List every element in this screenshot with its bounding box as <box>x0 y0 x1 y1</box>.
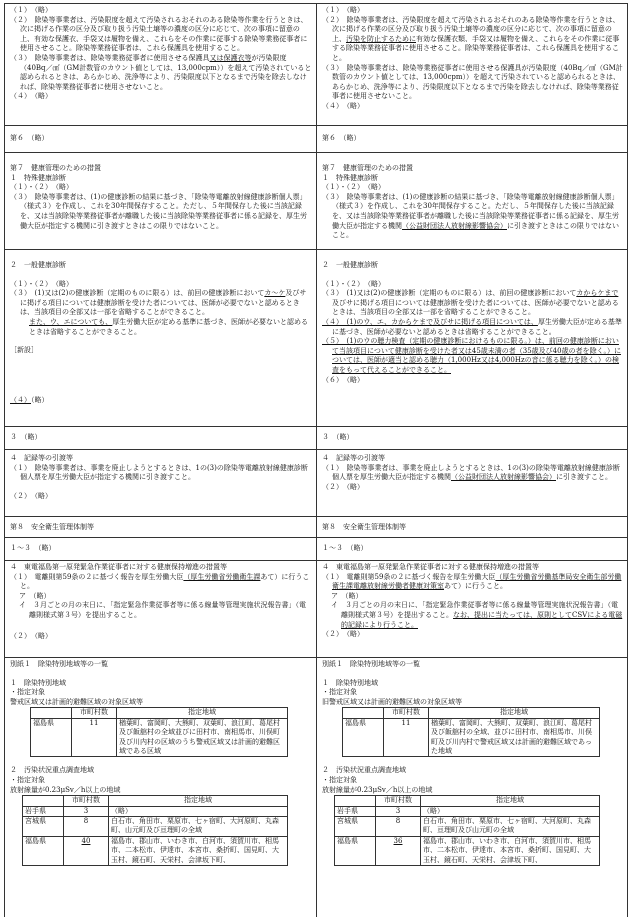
table-cell: 楢葉町、富岡町、大熊町、双葉町、浪江町、葛尾村及び飯舘村の全域並びに田村市、南相馬市、川俣町及び川内村の区域のうち警戒区域又は計画的避難区域である区域 <box>117 718 288 757</box>
table-header <box>335 796 376 806</box>
text-line: １～３ （略） <box>10 544 56 552</box>
text-span: 及びサに掲げる項目については健康診断を受けた者については、医師が必要でないと認めるときは、当該項目の全部又は一部を省略することができること。 <box>332 298 619 317</box>
table-cell: 福島市、郡山市、いわき市、白河市、須賀川市、相馬市、二本松市、伊達市、本宮市、桑折町、国見町、大玉村、鏡石町、天栄村、会津坂下町、 <box>421 836 600 865</box>
subsection-heading: ２ 一般健康診断 <box>10 261 66 269</box>
table-row <box>335 836 600 865</box>
amended-text: （公益財団法人放射線影響協会） <box>402 221 507 230</box>
subsection-heading: ２ 汚染状況重点調査地域 <box>322 766 406 775</box>
text-line: ３ （略） <box>10 433 42 441</box>
row-general-checkup <box>5 250 627 427</box>
text-line: １～３ （略） <box>322 544 368 552</box>
text-span: あて）に行うこと。 <box>444 582 507 591</box>
text-paragraph <box>10 318 312 337</box>
subsection-heading: １ 除染特別地域 <box>10 678 66 687</box>
special-area-table <box>342 707 600 757</box>
text-span: に引き渡すこと。 <box>556 473 612 482</box>
text-line: （２） （略） <box>10 631 52 640</box>
text-span: （１） 電離則第59条の２に基づく報告を厚生労働大臣 <box>322 572 496 581</box>
left-protective-gear <box>5 4 316 125</box>
subsection-heading: ４ 記録等の引渡等 <box>10 454 73 462</box>
text-span: （３） 除染等事業者は、除染等業務従事者に使用させる保護具 <box>10 53 210 62</box>
table-cell: 福島県 <box>31 718 72 757</box>
table-header-row <box>31 708 288 718</box>
text-paragraph <box>10 289 312 318</box>
section-heading: 第６ （略） <box>322 134 361 142</box>
table-cell: 8 <box>376 817 421 837</box>
row-annex <box>5 658 627 917</box>
text-line: （６） （略） <box>322 375 364 384</box>
right-protective-gear <box>316 4 627 125</box>
text-span: が汚染限度（40Bq／㎠（GM計数管のカウント値としては、13,000cpm））を超えて汚染されていると認められるときは、あらかじめ、洗浄等により、汚染限度以下となるまで汚染を除去しなければ、除染等業務従事者に使用させないこと。 <box>20 53 312 91</box>
text-line: 警戒区域又は計画的避難区域の対象区域等 <box>10 697 143 706</box>
table-header: 市町村数 <box>384 708 429 718</box>
table-cell: 11 <box>72 718 117 757</box>
text-span: 有効な保護衣類、手袋又は履物を備え、これらをその作業に従事する除染等業務従事者に使用させること。除染等業務従事者は、これら保護具を使用すること。 <box>332 34 620 62</box>
table-row <box>335 806 600 816</box>
comparison-table <box>4 3 628 917</box>
amended-text: 又は保護衣等 <box>209 53 252 62</box>
amended-text: なお、提出に当たっては、原則としてCSVによる電磁的記録により行うこと。 <box>341 610 623 629</box>
text-paragraph: イ ３月ごとの月の末日に、「指定緊急作業従事者等に係る線量等管理実施状況報告書」（電離則様式第３号）を提出すること。 <box>19 601 306 619</box>
table-row <box>343 718 600 757</box>
table-header <box>23 796 64 806</box>
text-span: （２） 除染等事業者は、汚染限度を超えて汚染されるおそれのある除染等作業を行うときは、次に掲げる作業の区分及び取り扱う汚染土壌等の濃度の区分に応じて、次の事項に留意の上、 <box>322 15 620 43</box>
amended-text: 汚染を防止するために <box>346 34 416 43</box>
text-line: （１） （略） <box>10 6 52 14</box>
text-line: ・指定対象 <box>322 776 357 784</box>
section-heading: 第７ 健康管理のための措置 <box>322 164 413 172</box>
row-records <box>5 450 627 517</box>
table-cell: 福島県 <box>343 718 384 757</box>
table-cell: 白石市、角田市、栗原市、七ヶ宿町、大河原町、丸森町、亘理町及び山元町の全域 <box>421 817 600 837</box>
text-line: （４） （略） <box>10 92 52 101</box>
left-special-checkup <box>5 153 316 249</box>
amended-text: カ～ケ <box>264 289 286 298</box>
left-item-3 <box>5 427 316 449</box>
text-paragraph <box>322 193 623 241</box>
text-span: （３） (1)又は(2)の健康診断（定期のものに限る）は、前回の健康診断において <box>10 289 265 298</box>
table-cell: 岩手県 <box>23 806 64 816</box>
table-header: 市町村数 <box>376 796 421 806</box>
right-section-8 <box>316 517 627 537</box>
text-paragraph <box>322 318 623 337</box>
amended-text: （厚生労働省労働衛生課 <box>183 572 261 581</box>
table-header: 市町村数 <box>72 708 117 718</box>
table-header-row <box>335 796 600 806</box>
table-cell: 宮城県 <box>335 817 376 837</box>
special-area-table <box>30 707 288 757</box>
text-span: あて）に行うこと。 <box>20 572 310 591</box>
row-section-6 <box>5 126 627 153</box>
right-item-3 <box>316 427 627 449</box>
text-span: イ ３月ごとの月の末日に、「指定緊急作業従事者等に係る線量等管理実施状況報告書」（電離則様式第３号）を提出すること。 <box>331 601 618 619</box>
table-row <box>23 806 288 816</box>
amended-text: カからケまで <box>576 289 619 298</box>
row-protective-gear <box>5 4 627 126</box>
text-line: ・指定対象 <box>10 688 45 697</box>
text-paragraph <box>10 54 312 92</box>
table-cell: 11 <box>384 718 429 757</box>
text-span: 厚生労働大臣が定める基準に基づき、医師が必要ないと認めるときは省略することができること。 <box>29 317 309 336</box>
amended-text: （厚生労働省労働基準局安全衛生部労働衛生課電離放射線労働者健康対策室 <box>332 572 622 591</box>
text-line: （２） （略） <box>10 491 52 500</box>
left-records <box>5 450 316 516</box>
amended-text: （公益財団法人放射線影響協会） <box>451 473 556 482</box>
right-emergency-workers <box>316 561 627 657</box>
table-header-row <box>343 708 600 718</box>
text-line: ・指定対象 <box>322 688 357 697</box>
table-cell: 福島県 <box>335 836 376 865</box>
text-span: 厚生労働大臣が定める基準に基づき、医師が必要ないと認めるときは省略することができること。 <box>332 317 622 336</box>
text-line: ア （略） <box>19 591 51 600</box>
section-heading: 第６ （略） <box>10 134 49 142</box>
text-line: ア （略） <box>331 591 363 600</box>
right-items-1-3 <box>316 538 627 560</box>
table-cell: 宮城県 <box>23 817 64 837</box>
left-section-8 <box>5 517 316 537</box>
subsection-heading: ２ 一般健康診断 <box>322 261 378 269</box>
left-section-6 <box>5 126 316 152</box>
text-span: （１） 除染等事業者は、事業を廃止しようとするときは、1の(3)の除染等電離放射線健康診断個人票を厚生労働大臣が指定する機関 <box>322 463 620 482</box>
subsection-heading: ４ 記録等の引渡等 <box>322 454 385 462</box>
table-cell: 福島県 <box>23 836 64 865</box>
text-line: 放射線量が0.23μSv／h以上の地域 <box>10 785 121 794</box>
table-cell: 8 <box>64 817 109 837</box>
section-heading: 第７ 健康管理のための措置 <box>10 164 101 172</box>
table-cell: 岩手県 <box>335 806 376 816</box>
text-line: （２） （略） <box>322 482 364 491</box>
section-heading: 第８ 安全衛生管理体制等 <box>322 523 406 531</box>
right-special-checkup <box>316 153 627 249</box>
annex-heading: 別紙１ 除染特別地域等の一覧 <box>322 660 420 668</box>
subsection-heading: ２ 汚染状況重点調査地域 <box>10 766 94 775</box>
new-provision-note: ［新設］ <box>10 346 38 355</box>
text-line: ３ （略） <box>322 433 354 441</box>
row-item-3 <box>5 427 627 450</box>
text-line <box>10 396 312 406</box>
table-row <box>31 718 288 757</box>
right-section-6 <box>316 126 627 152</box>
text-paragraph: （２） 除染等事業者は、汚染限度を超えて汚染されるおそれのある除染等作業を行うときは、次に掲げる作業の区分及び取り扱う汚染土壌等の濃度の区分に応じて、次の事項に留意の上、有効な保護衣、手袋又は履物を備え、これらをその作業に従事する除染等業務従事者に使用させること。除染等業務従事者は、これら保護具を使用すること。 <box>10 15 308 53</box>
table-header-row <box>23 796 288 806</box>
text-line: （１）・（２） （略） <box>10 183 73 192</box>
text-span: 及びサに掲げる項目については健康診断を受けた者については、医師が必要でないと認めるときは、当該項目の全部又は一部を省略することができること。 <box>20 289 307 317</box>
text-paragraph <box>322 573 623 592</box>
table-cell: 36 <box>376 836 421 865</box>
survey-area-table <box>22 795 288 866</box>
row-special-checkup <box>5 153 627 250</box>
text-span: （３） 除染等事業者は、(1)の健康診断の結果に基づき、「除染等電離放射線健康診断個人票」（様式３）を作成し、これを30年間保存すること。ただし、５年間保存した後に当該記録を、又は当該除染等業務従事者が離職した後に当該除染等業務従事者に係る記録を、厚生労働大臣が指定する機関 <box>322 192 619 230</box>
table-header: 指定地域 <box>117 708 288 718</box>
text-line: （１）・（２） （略） <box>322 183 385 192</box>
text-paragraph <box>322 464 623 483</box>
subsection-heading: １ 特殊健康診断 <box>322 173 378 182</box>
subsection-heading: ４ 東電福島第一原発緊急作業従事者に対する健康保持増進の措置等 <box>10 563 227 571</box>
table-cell: 40 <box>64 836 109 865</box>
text-line: ・指定対象 <box>10 776 45 784</box>
table-header: 指定地域 <box>429 708 600 718</box>
row-section-8 <box>5 517 627 538</box>
left-items-1-3 <box>5 538 316 560</box>
row-emergency-workers <box>5 561 627 658</box>
table-header: 市町村数 <box>64 796 109 806</box>
survey-area-table <box>334 795 600 866</box>
text-paragraph: （１） 除染等事業者は、事業を廃止しようとするときは、1の(3)の除染等電離放射線健康診断個人票を厚生労働大臣が指定する機関に引き渡すこと。 <box>10 463 308 482</box>
table-cell: （略） <box>109 806 288 816</box>
subsection-heading: １ 除染特別地域 <box>322 678 378 687</box>
table-row <box>335 817 600 837</box>
table-header: 指定地域 <box>421 796 600 806</box>
text-span: （略） <box>31 395 49 404</box>
table-cell: 3 <box>376 806 421 816</box>
text-paragraph <box>322 601 623 630</box>
text-paragraph <box>10 573 312 592</box>
table-cell: （略） <box>421 806 600 816</box>
subsection-heading: ４ 東電福島第一原発緊急作業従事者に対する健康保持増進の措置等 <box>322 563 539 571</box>
row-items-1-3 <box>5 538 627 561</box>
text-line: （４） （略） <box>322 101 364 110</box>
section-heading: 第８ 安全衛生管理体制等 <box>10 523 94 531</box>
table-row <box>23 817 288 837</box>
table-cell: 楢葉町、富岡町、大熊町、双葉町、浪江町、葛尾村及び飯舘村の全域、並びに田村市、南相馬市、川俣町及び川内村で警戒区域又は計画的避難区域であった地域 <box>429 718 600 757</box>
amended-text: （４） (1)のウ、エ、カからケまで及びサに掲げる項目については、 <box>322 317 538 326</box>
left-annex <box>5 658 316 917</box>
subsection-heading: １ 特殊健康診断 <box>10 173 66 182</box>
amended-text: （４） <box>10 395 31 404</box>
amended-text: （５） (1)のウの聴力検査（定期の健康診断におけるものに限る。）は、前回の健康診断において当該項目について健康診断を受けた者又は45歳未満の者（35歳及び40歳の者を除く。）については、医師が適当と認める聴力（1,000Hz又は4,000Hzの音に係る聴力を除く。）の検査をもって代えることができること。 <box>322 337 621 374</box>
comparison-page <box>4 3 626 909</box>
table-cell: 3 <box>64 806 109 816</box>
annex-heading: 別紙１ 除染特別地域等の一覧 <box>10 660 108 668</box>
text-line: 旧警戒区域又は計画的避難区域の対象区域等 <box>322 697 462 706</box>
amended-text: また、ウ、エについても、 <box>29 317 113 326</box>
text-span: に引き渡すときはこの限りではないこと。 <box>332 221 619 240</box>
left-general-checkup <box>5 250 316 426</box>
text-span: （１） 電離則第59条の２に基づく報告を厚生労働大臣 <box>10 572 184 581</box>
table-header <box>343 708 384 718</box>
table-header: 指定地域 <box>109 796 288 806</box>
text-line: 放射線量が0.23μSv／h以上の地域 <box>322 785 433 794</box>
text-line: （２） （略） <box>322 630 364 639</box>
text-line: （１）・（２） （略） <box>10 279 73 288</box>
table-cell: 福島市、郡山市、いわき市、白河市、須賀川市、相馬市、二本松市、伊達市、本宮市、桑折町、国見町、大玉村、鏡石町、天栄村、会津坂下町、 <box>109 836 288 865</box>
text-span: （３） (1)又は(2)の健康診断（定期のものに限る）は、前回の健康診断において <box>322 289 577 298</box>
left-emergency-workers <box>5 561 316 657</box>
text-paragraph <box>322 16 623 64</box>
table-row <box>23 836 288 865</box>
text-paragraph: （３） 除染等事業者は、除染等業務従事者に使用させる保護具が汚染限度（40Bq／㎠（GM計数管のカウント値としては、13,000cpm））を超えて汚染されていると認められるときは、あらかじめ、洗浄等により、汚染限度以下となるまで汚染を除去しなければ、除染等業務従事者に使用させないこと。 <box>322 63 623 101</box>
table-header <box>31 708 72 718</box>
table-cell: 白石市、角田市、栗原市、七ヶ宿町、大河原町、丸森町、山元町及び亘理町の全域 <box>109 817 288 837</box>
text-line: （１）・（２） （略） <box>322 279 385 288</box>
right-general-checkup <box>316 250 627 426</box>
text-line: （１） （略） <box>322 6 364 14</box>
text-paragraph: （３） 除染等事業者は、(1)の健康診断の結果に基づき、「除染等電離放射線健康診断個人票」（様式３）を作成し、これを30年間保存すること。ただし、５年間保存した後に当該記録を、又は当該除染等業務従事者が離職した後に当該除染等業務従事者に係る記録を、厚生労働大臣が指定する機関に引き渡すときはこの限りではないこと。 <box>10 192 307 230</box>
right-records <box>316 450 627 516</box>
right-annex <box>316 658 627 917</box>
text-paragraph <box>322 289 623 318</box>
